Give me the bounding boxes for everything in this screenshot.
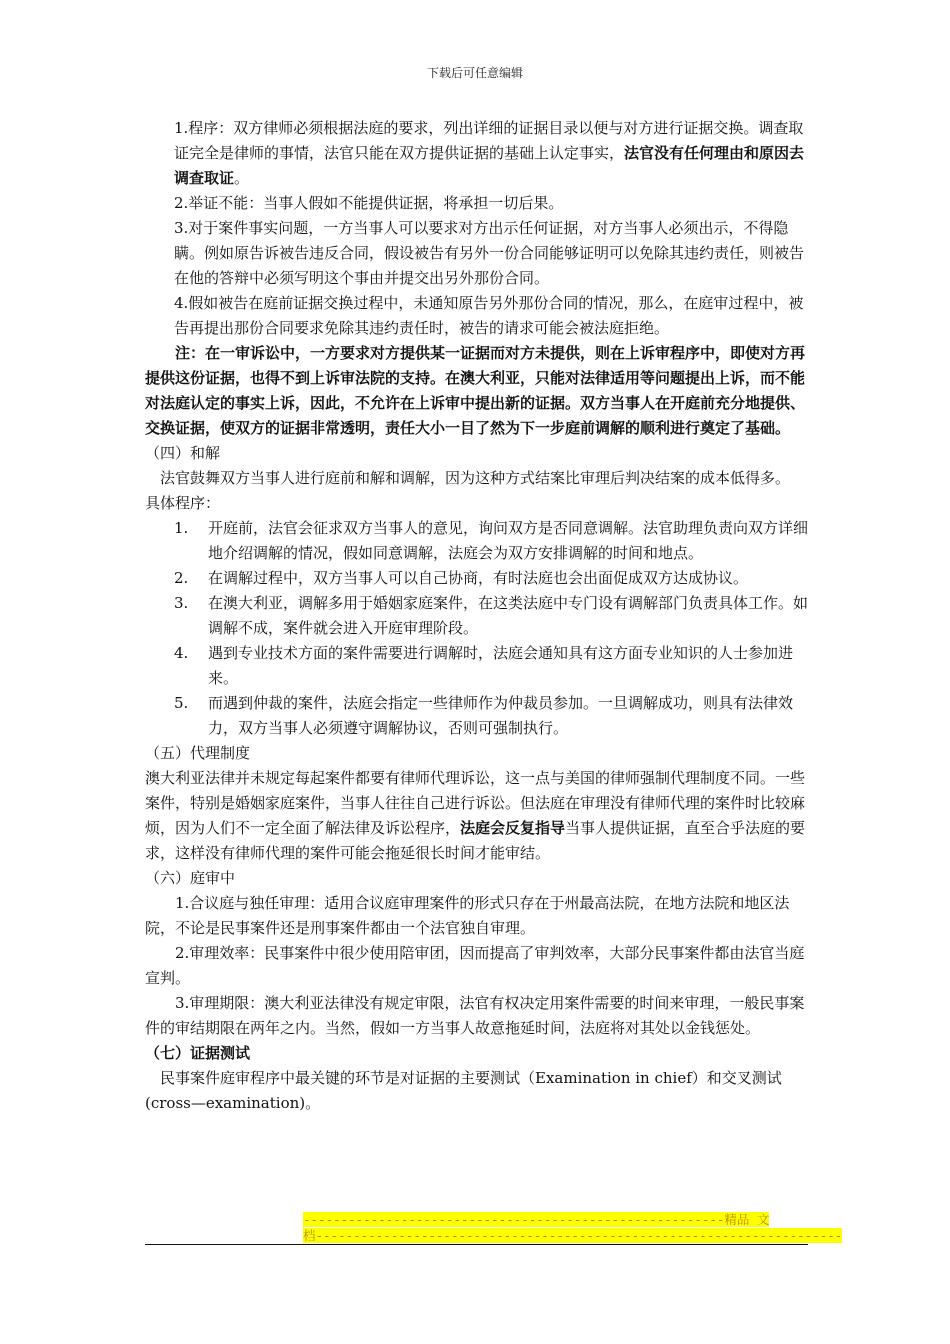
settlement-intro-paragraph: 法官鼓舞双方当事人进行庭前和解和调解，因为这种方式结案比审理后判决结案的成本低得多。 bbox=[160, 469, 791, 487]
list-item-text: 在澳大利亚，调解多用于婚姻家庭案件，在这类法庭中专门设有调解部门负责具体工作。如调解不成，案件就会进入开庭审理阶段。 bbox=[208, 594, 809, 637]
footer-watermark-line: --------------------------------------------------------精品 文 bbox=[303, 1212, 770, 1227]
bold-emphasis-text: 法庭会反复指导 bbox=[460, 819, 566, 837]
list-item-number: 4. bbox=[174, 644, 189, 662]
list-item bbox=[145, 516, 808, 566]
list-item-number: 1. bbox=[174, 519, 189, 537]
pretrial-exchange-paragraph: 4.假如被告在庭前证据交换过程中，未通知原告另外那份合同的情况，那么，在庭审过程中，被告再提出那份合同要求免除其违约责任时，被告的请求可能会被法庭拒绝。 bbox=[174, 294, 804, 337]
list-item-number: 2. bbox=[174, 569, 189, 587]
footer-watermark-line: 档---------------------------------------------------------------------- bbox=[303, 1228, 843, 1243]
footer-watermark bbox=[303, 1212, 843, 1244]
disclosure-paragraph: 3.对于案件事实问题，一方当事人可以要求对方出示任何证据，对方当事人必须出示，不得隐瞒。例如原告诉被告违反合同，假设被告有另外一份合同能够证明可以免除其违约责任，则被告在他的答辩中必须写明这个事由并提交出另外那份合同。 bbox=[174, 219, 805, 287]
collegial-bench-paragraph: 1.合议庭与独任审理：适用合议庭审理案件的形式只存在于州最高法院，在地方法院和地区法院，不论是民事案件还是刑事案件都由一个法官独自审理。 bbox=[145, 894, 790, 937]
list-item-text: 而遇到仲裁的案件，法庭会指定一些律师作为仲裁员参加。一旦调解成功，则具有法律效力，双方当事人必须遵守调解协议，否则可强制执行。 bbox=[208, 694, 794, 737]
paragraph-text: 。 bbox=[234, 169, 250, 187]
paragraph-text: 澳大利亚法律并未规定每起案件都要有律师代理诉讼，这一点与美国的律师强制代理制度不同。一些案件，特别是婚姻家庭案件，当事人往往自己进行诉讼。但法庭在审理没有律师代理的案件时比较麻烦，因为人们不一定全面了解法律及诉讼程序， bbox=[145, 769, 806, 837]
list-item-number: 3. bbox=[174, 594, 189, 612]
page-header: 下载后可任意编辑 bbox=[426, 66, 523, 80]
evidence-procedure-paragraph bbox=[145, 116, 808, 191]
procedure-subheading: 具体程序： bbox=[145, 494, 221, 512]
section-heading-evidence-testing: （七）证据测试 bbox=[145, 1044, 251, 1062]
section-heading-representation: （五）代理制度 bbox=[145, 744, 251, 762]
representation-paragraph bbox=[145, 766, 808, 866]
section-heading-settlement: （四）和解 bbox=[145, 444, 221, 462]
trial-efficiency-paragraph: 2.审理效率：民事案件中很少使用陪审团，因而提高了审判效率，大部分民事案件都由法官当庭宣判。 bbox=[145, 944, 805, 987]
list-item bbox=[145, 641, 808, 691]
list-item-text: 开庭前，法官会征求双方当事人的意见，询问双方是否同意调解。法官助理负责向双方详细地介绍调解的情况，假如同意调解，法庭会为双方安排调解的时间和地点。 bbox=[208, 519, 809, 562]
paragraph-text: 1.程序：双方律师必须根据法庭的要求，列出详细的证据目录以便与对方进行证据交换。调查取证完全是律师的事情，法官只能在双方提供证据的基础上认定事实， bbox=[174, 119, 804, 162]
section-heading-trial: （六）庭审中 bbox=[145, 869, 236, 887]
trial-time-limit-paragraph: 3.审理期限：澳大利亚法律没有规定审限，法官有权决定用案件需要的时间来审理，一般民事案件的审结期限在两年之内。当然，假如一方当事人故意拖延时间，法庭将对其处以金钱惩处。 bbox=[145, 994, 805, 1037]
footer-divider bbox=[145, 1244, 808, 1245]
list-item bbox=[145, 691, 808, 741]
list-item bbox=[145, 591, 808, 641]
document-body bbox=[145, 116, 808, 1116]
list-item-text: 遇到专业技术方面的案件需要进行调解时，法庭会通知具有这方面专业知识的人士参加进来。 bbox=[208, 644, 794, 687]
list-item bbox=[145, 566, 808, 591]
list-item-text: 在调解过程中，双方当事人可以自己协商，有时法庭也会出面促成双方达成协议。 bbox=[208, 569, 749, 587]
note-paragraph: 注：在一审诉讼中，一方要求对方提供某一证据而对方未提供，则在上诉审程序中，即使对方再提供这份证据，也得不到上诉审法院的支持。在澳大利亚，只能对法律适用等问题提出上诉，而不能对法庭认定的事实上诉，因此，不允许在上诉审中提出新的证据。双方当事人在开庭前充分地提供、交换证据，使双方的证据非常透明，责任大小一目了然为下一步庭前调解的顺利进行奠定了基础。 bbox=[145, 344, 806, 437]
evidence-testing-paragraph: 民事案件庭审程序中最关键的环节是对证据的主要测试（Examination in chief）和交叉测试(cross—examination)。 bbox=[145, 1069, 782, 1112]
paragraph-text: 当事人提供证据，直至合乎法庭的要求，这样没有律师代理的案件可能会拖延很长时间才能审结。 bbox=[145, 819, 806, 862]
list-item-number: 5. bbox=[174, 694, 189, 712]
burden-of-proof-paragraph: 2.举证不能：当事人假如不能提供证据，将承担一切后果。 bbox=[174, 194, 564, 212]
bold-emphasis-text: 法官没有任何理由和原因去调查取证 bbox=[174, 144, 805, 187]
